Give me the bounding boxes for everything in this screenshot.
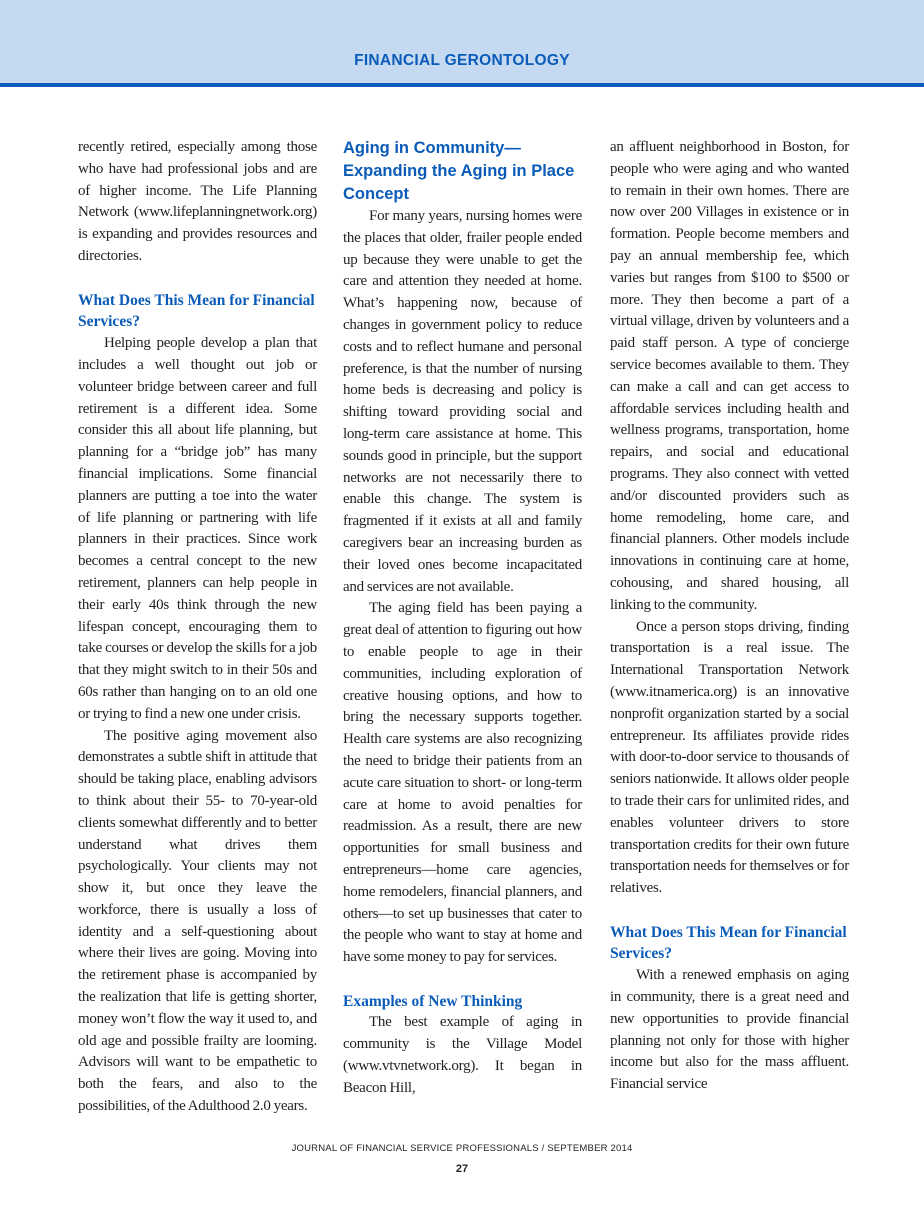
- page-number: 27: [455, 1162, 469, 1175]
- paragraph: For many years, nursing homes were the places that older, frailer people ended up because they were unable to get the care and attention they needed at home. What’s happening now, because of changes in government policy to reduce costs and to reflect humane and personal preference, is that the number of nursing home beds is decreasing and policy is shifting toward providing social and long-term care assistance at home. This sounds good in principle, but the support networks are not necessarily there to enable this change. The system is fragmented if it exists at all and family caregivers bear an increasing burden as their loved ones become incapacitated and services are not available.: [343, 208, 582, 595]
- column-2: [343, 137, 582, 1100]
- running-header: [0, 0, 924, 87]
- paragraph: Helping people develop a plan that includes a well thought out job or volunteer bridge between career and full retirement is a different idea. Some consider this all about life planning, but planning for a “bridge job” has many financial implications. Some financial planners are putting a toe into the water of life planning or partnering with life planners in their practices. Since work becomes a central concept to the new retirement, planners can help people in their early 40s think through the new lifespan concept, encouraging them to take courses or develop the skills for a job that they might switch to in their 50s and 60s rather than hanging on to an old one or trying to find a new one under crisis.: [78, 335, 317, 722]
- subheading: What Does This Mean for Financial Services?: [610, 923, 847, 963]
- column-1: [78, 137, 317, 1118]
- paragraph: The aging field has been paying a great deal of attention to figuring out how to enable people to age in their communities, including exploration of creative housing options, and how to bring the necessary supports together. Health care systems are also recognizing the need to bridge their patients from an acute care situation to short- or long-term care at home to avoid penalties for readmission. As a result, there are new opportunities for small business and entrepreneurs—home care agencies, home remodelers, financial planners, and others—to set up businesses that cater to the people who want to stay at home and have some money to pay for services.: [343, 600, 582, 966]
- journal-footer: JOURNAL OF FINANCIAL SERVICE PROFESSIONALS / SEPTEMBER 2014: [291, 1142, 633, 1154]
- article-body: [0, 87, 924, 1118]
- paragraph: The best example of aging in community is the Village Model (www.vtvnetwork.org). It began in Beacon Hill,: [343, 1014, 582, 1096]
- paragraph: Once a person stops driving, finding transportation is a real issue. The International Transportation Network (www.itnamerica.org) is an innovative nonprofit organization started by a social entrepreneur. Its affiliates provide rides with door-to-door service to thousands of seniors nationwide. It allows older people to trade their cars for unlimited rides, and enables volunteer drivers to store transportation credits for their own future transportation needs for themselves or for relatives.: [610, 618, 849, 897]
- subheading: Examples of New Thinking: [343, 992, 523, 1010]
- column-3: [610, 137, 849, 1096]
- section-heading: Aging in Community—Expanding the Aging in Place Concept: [343, 139, 575, 203]
- subheading: What Does This Mean for Financial Services?: [78, 291, 315, 331]
- paragraph: The positive aging movement also demonstrates a subtle shift in attitude that should be taking place, enabling advisors to think about their 55- to 70-year-old clients somewhat differently and to better understand what drives them psychologically. Your clients may not show it, but once they leave the workforce, there is usually a loss of identity and a self-questioning about where their lives are going. Moving into the retirement phase is accompanied by the realization that life is getting shorter, money won’t flow the way it used to, and old age and possible frailty are looming. Advisors will want to be empathetic to both the fears, and also to the possibilities, of the Adulthood 2.0 years.: [78, 727, 317, 1115]
- paragraph: With a renewed emphasis on aging in community, there is a great need and new opportunities to provide financial planning not only for those with higher income but also for the mass affluent. Financial service: [610, 967, 849, 1093]
- paragraph: recently retired, especially among those who have had professional jobs and are of higher income. The Life Planning Network (www.lifeplanningnetwork.org) is expanding and provides resources and directories.: [78, 139, 317, 264]
- paragraph: an affluent neighborhood in Boston, for people who were aging and who wanted to remain in their own homes. There are now over 200 Villages in existence or in formation. People become members and pay an annual membership fee, which varies but ranges from $100 to $500 or more. They then become a part of a virtual village, driven by volunteers and a paid staff person. A type of concierge service becomes available to them. They can make a call and can get access to affordable services including health and wellness programs, transportation, home repairs, and social and educational programs. They also connect with vetted and/or discounted providers such as home remodeling, home care, and financial planners. Other models include innovations in continuing care at home, cohousing, and shared housing, all linking to the community.: [610, 139, 849, 613]
- section-title: FINANCIAL GERONTOLOGY: [354, 52, 570, 69]
